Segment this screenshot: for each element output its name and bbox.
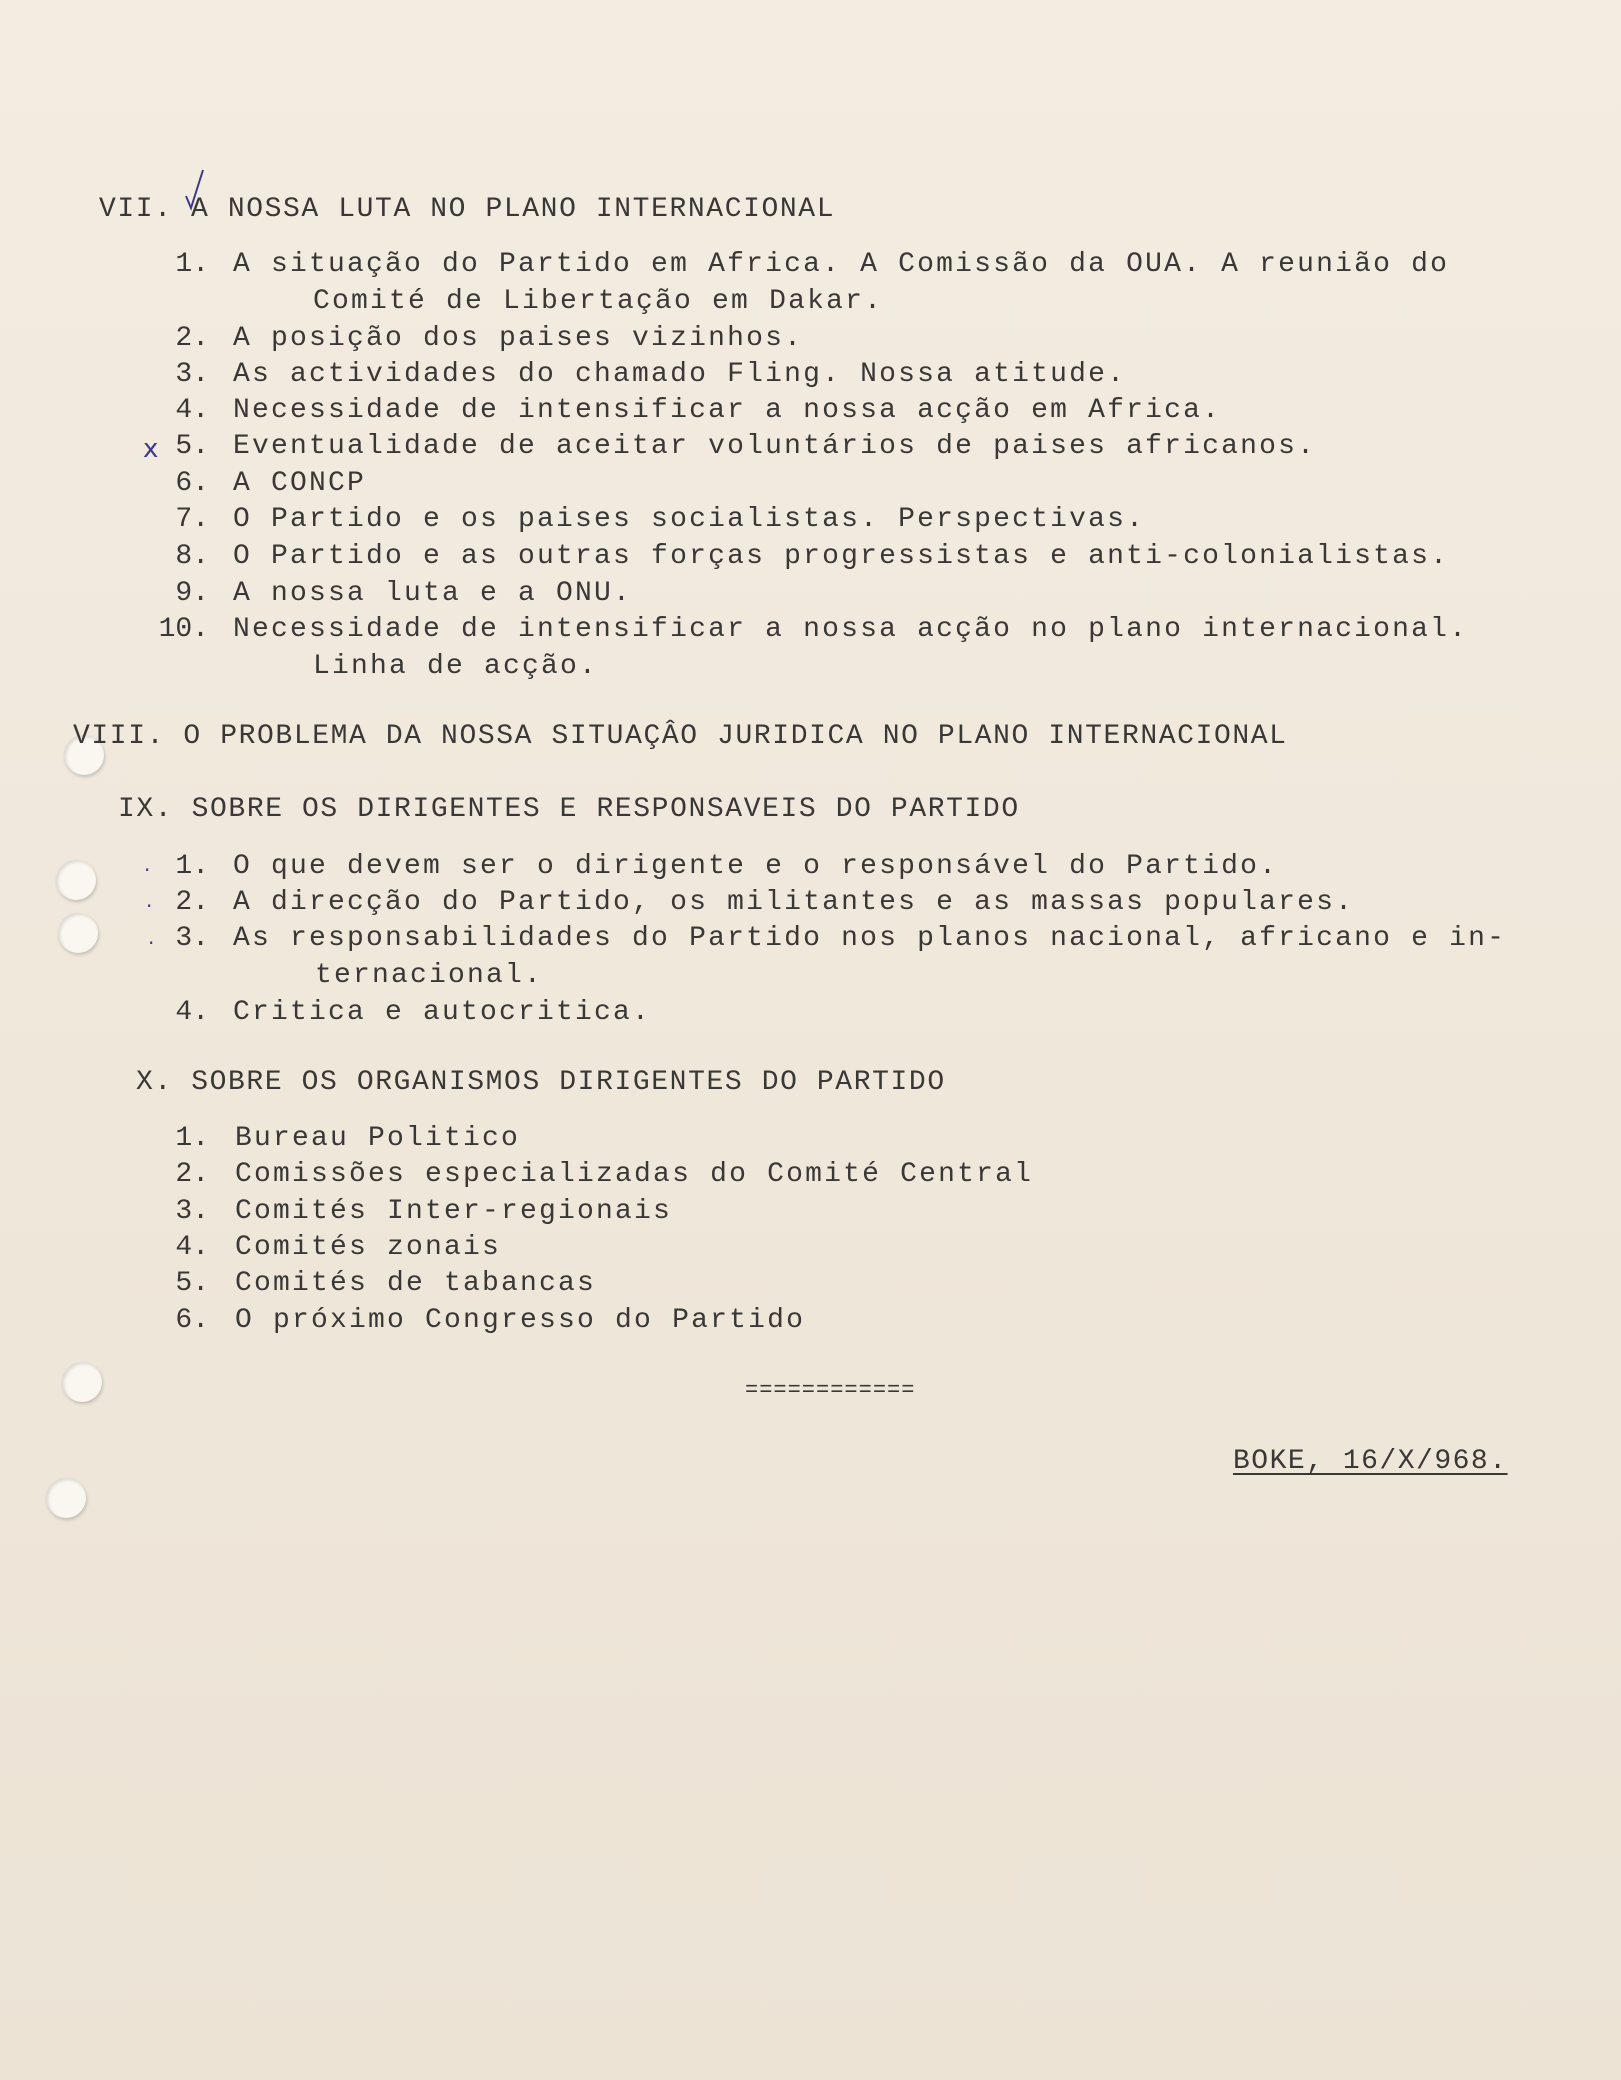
list-item-number: 1. <box>175 249 209 280</box>
list-item-text: A posição dos paises vizinhos. <box>233 323 804 354</box>
list-item-number: 3. <box>175 1196 209 1227</box>
pen-tick-mark-icon: · <box>144 858 151 882</box>
list-item-text: A nossa luta e a ONU. <box>233 578 633 609</box>
list-item-text: O Partido e as outras forças progressistas e anti-colonialistas. <box>233 541 1450 572</box>
list-item-number: 4. <box>175 1232 209 1263</box>
pen-tick-mark-icon: · <box>148 931 155 955</box>
punch-hole <box>56 860 96 900</box>
list-item-text: Comités Inter-regionais <box>235 1196 673 1227</box>
list-item-text: Comités de tabancas <box>235 1268 597 1299</box>
list-item-number: 3. <box>175 359 209 390</box>
list-item-text: Comissões especializadas do Comité Central <box>235 1159 1034 1190</box>
punch-hole <box>62 1362 102 1402</box>
list-item-text: A CONCP <box>233 468 367 499</box>
pen-cross-mark-icon: x <box>143 434 159 464</box>
list-item-number: 4. <box>175 395 209 426</box>
punch-hole <box>58 913 98 953</box>
section-heading-ix: IX. SOBRE OS DIRIGENTES E RESPONSAVEIS DO PARTIDO <box>118 794 1020 825</box>
section-heading-vii: VII. A NOSSA LUTA NO PLANO INTERNACIONAL <box>99 194 836 225</box>
list-item-number: 6. <box>175 1305 209 1336</box>
list-item-number: 3. <box>175 923 209 954</box>
list-item-text: O que devem ser o dirigente e o responsável do Partido. <box>233 851 1279 882</box>
list-item-number: 9. <box>175 578 209 609</box>
list-item-text: ternacional. <box>315 960 544 991</box>
section-heading-viii: VIII. O PROBLEMA DA NOSSA SITUAÇÂO JURIDICA NO PLANO INTERNACIONAL <box>73 721 1288 752</box>
list-item-text: Comités zonais <box>235 1232 502 1263</box>
list-item-text: Bureau Politico <box>235 1123 521 1154</box>
list-item-number: 2. <box>175 887 209 918</box>
list-item-number: 2. <box>175 323 209 354</box>
list-item-text: Eventualidade de aceitar voluntários de paises africanos. <box>233 431 1317 462</box>
list-item-text: As actividades do chamado Fling. Nossa atitude. <box>233 359 1127 390</box>
list-item-text: A situação do Partido em Africa. A Comissão da OUA. A reunião do <box>233 249 1450 280</box>
place-date-signoff: BOKE, 16/X/968. <box>1233 1446 1508 1477</box>
list-item-text: O próximo Congresso do Partido <box>235 1305 806 1336</box>
list-item-number: 1. <box>175 851 209 882</box>
list-item-number: 5. <box>175 1268 209 1299</box>
list-item-text: Necessidade de intensificar a nossa acção no plano internacional. <box>233 614 1469 645</box>
list-item-text: Necessidade de intensificar a nossa acção em Africa. <box>233 395 1222 426</box>
list-item-number: 7. <box>175 504 209 535</box>
list-item-number: 1. <box>175 1123 209 1154</box>
list-item-text: O Partido e os paises socialistas. Perspectivas. <box>233 504 1146 535</box>
list-item-text: Linha de acção. <box>313 651 599 682</box>
pen-tick-mark-icon: · <box>146 894 153 918</box>
list-item-number: 4. <box>175 997 209 1028</box>
list-item-text: As responsabilidades do Partido nos planos nacional, africano e in- <box>233 923 1507 954</box>
list-item-number: 2. <box>175 1159 209 1190</box>
list-item-number: 10. <box>158 614 209 645</box>
list-item-number: 6. <box>175 468 209 499</box>
list-item-number: 8. <box>175 541 209 572</box>
list-item-text: Comité de Libertação em Dakar. <box>313 286 884 317</box>
list-item-number: 5. <box>175 431 209 462</box>
end-divider: ============ <box>745 1378 916 1403</box>
list-item-text: Critica e autocritica. <box>233 997 652 1028</box>
list-item-text: A direcção do Partido, os militantes e as massas populares. <box>233 887 1355 918</box>
punch-hole <box>46 1478 86 1518</box>
section-heading-x: X. SOBRE OS ORGANISMOS DIRIGENTES DO PARTIDO <box>136 1067 946 1098</box>
